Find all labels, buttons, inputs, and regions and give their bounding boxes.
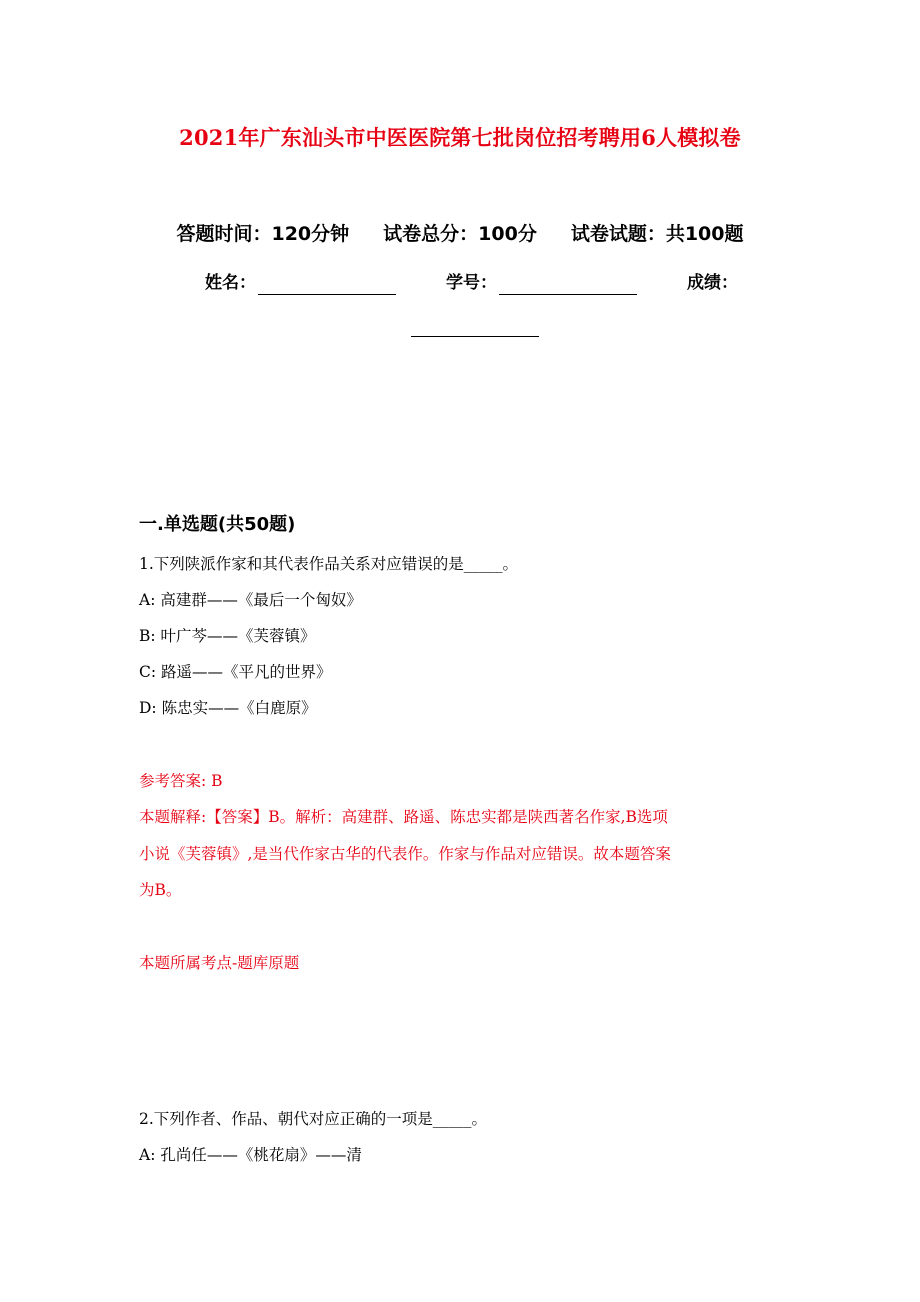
name-label: 姓名： xyxy=(205,273,256,293)
question-1-stem: 1.下列陕派作家和其代表作品关系对应错误的是_____。 xyxy=(139,555,519,573)
question-1-option-d: D: 陈忠实——《白鹿原》 xyxy=(139,699,317,717)
answer-time: 答题时间：120分钟 xyxy=(176,223,350,245)
score-blank xyxy=(411,336,539,337)
exam-title: 2021年广东汕头市中医医院第七批岗位招考聘用6人模拟卷 xyxy=(179,125,741,150)
student-id-field xyxy=(446,271,637,295)
name-blank xyxy=(258,276,396,295)
question-2-stem: 2.下列作者、作品、朝代对应正确的一项是_____。 xyxy=(139,1110,488,1128)
question-1-explanation-line: 本题解释:【答案】B。解析：高建群、路遥、陈忠实都是陕西著名作家,B选项 xyxy=(139,808,668,826)
student-id-label: 学号： xyxy=(446,273,497,293)
question-1-answer: 参考答案: B xyxy=(139,772,223,790)
question-1-topic-tag: 本题所属考点-题库原题 xyxy=(139,954,300,972)
score-field xyxy=(687,271,738,295)
exam-meta xyxy=(0,219,920,246)
question-1-explanation-line: 小说《芙蓉镇》,是当代作家古华的代表作。作家与作品对应错误。故本题答案 xyxy=(139,845,671,863)
total-score: 试卷总分：100分 xyxy=(383,223,537,245)
question-count: 试卷试题：共100题 xyxy=(570,223,744,245)
question-1-option-b: B: 叶广芩——《芙蓉镇》 xyxy=(139,627,316,645)
question-1-option-c: C: 路遥——《平凡的世界》 xyxy=(139,663,332,681)
section-heading: 一.单选题(共50题) xyxy=(139,514,296,535)
question-1-explanation-line: 为B。 xyxy=(139,881,182,899)
question-1-option-a: A: 高建群——《最后一个匈奴》 xyxy=(139,591,362,609)
score-label: 成绩： xyxy=(687,273,738,293)
student-id-blank xyxy=(499,276,637,295)
question-2-option-a: A: 孔尚任——《桃花扇》——清 xyxy=(139,1146,362,1164)
name-field xyxy=(205,271,396,295)
